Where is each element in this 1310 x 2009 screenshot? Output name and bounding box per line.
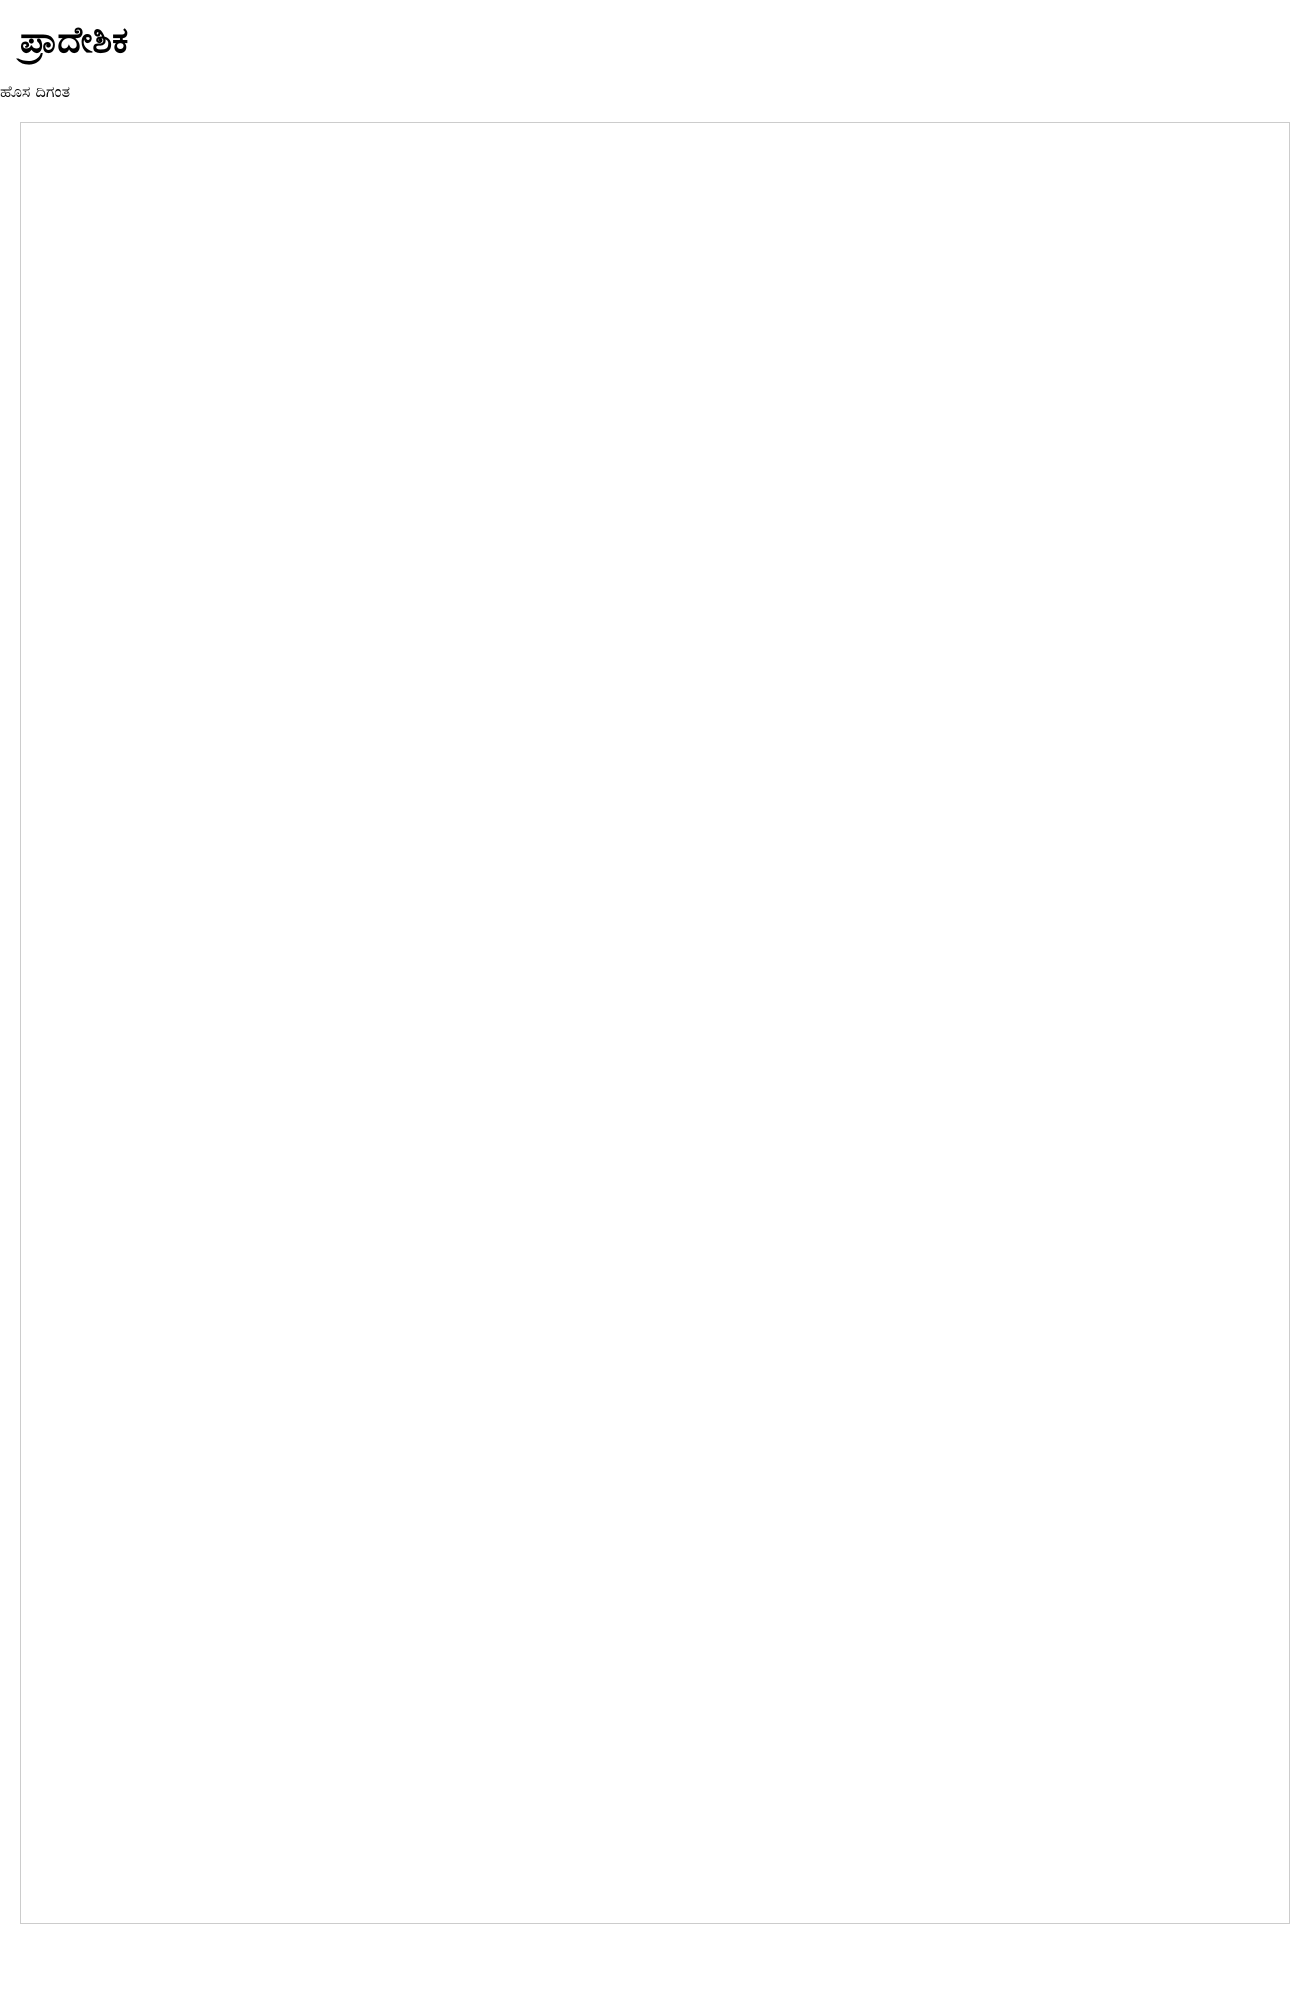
page-title: ಪ್ರಾದೇಶಿಕ: [20, 20, 129, 61]
masthead: ಹೊಸ ದಿಗಂತ: [0, 82, 71, 101]
content-area: [20, 122, 1290, 1924]
